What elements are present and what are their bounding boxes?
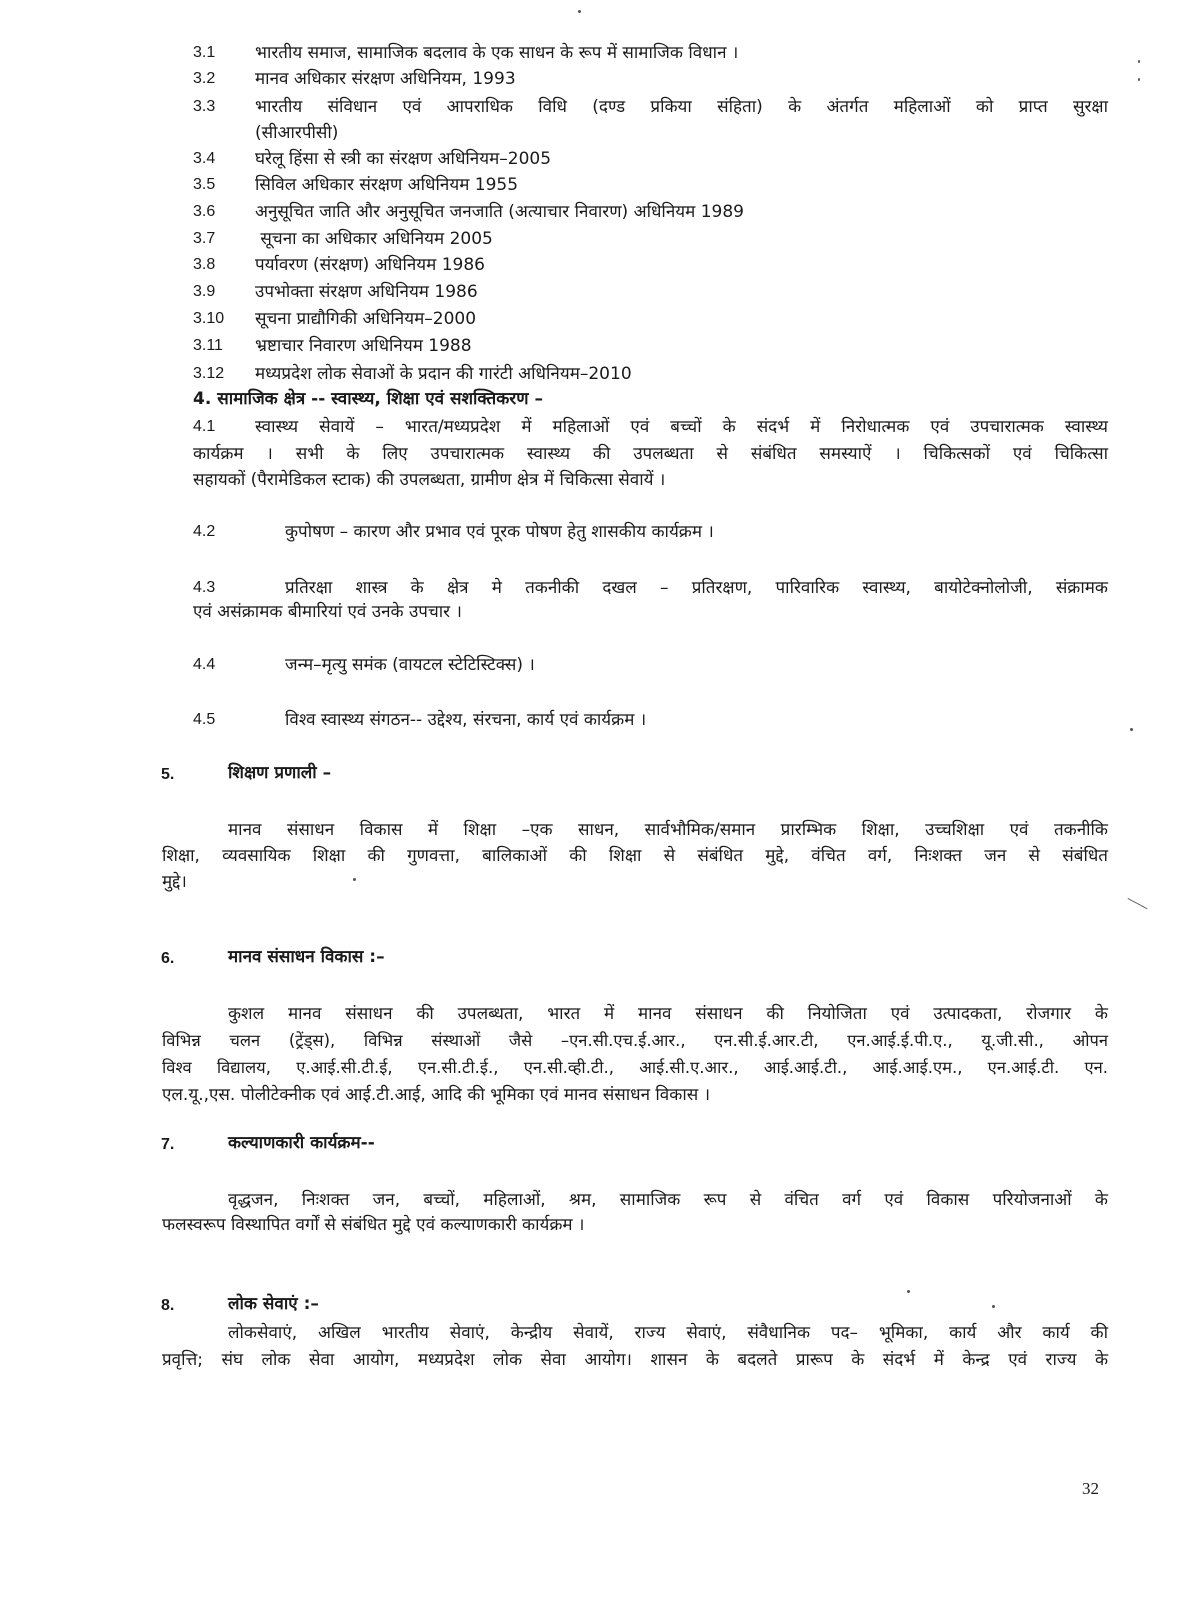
section-4-2-text: कुपोषण – कारण और प्रभाव एवं पूरक पोषण हेतु शासकीय कार्यक्रम । xyxy=(285,522,714,542)
scan-speck xyxy=(1138,78,1140,81)
item-number: 3.12 xyxy=(193,365,225,382)
scan-speck xyxy=(353,878,356,881)
section-8-title: लोक सेवाएं :– xyxy=(228,1294,319,1314)
scan-mark xyxy=(1128,898,1148,909)
item-number: 3.3 xyxy=(193,98,216,115)
section-8-line: लोकसेवाएं, अखिल भारतीय सेवाएं, केन्द्रीय सेवायें, राज्य सेवाएं, संवैधानिक पद– भूमिका, कार्य और कार्य की xyxy=(228,1323,1108,1343)
item-number: 3.11 xyxy=(193,337,223,354)
section-4-1-line: सहायकों (पैरामेडिकल स्टाक) की उपलब्धता, ग्रामीण क्षेत्र में चिकित्सा सेवायें । xyxy=(193,470,666,490)
section-4-heading: 4. सामाजिक क्षेत्र -- स्वास्थ्य, शिक्षा एवं सशक्तिकरण – xyxy=(193,389,543,409)
scan-speck xyxy=(1130,728,1133,731)
section-number: 6. xyxy=(161,950,175,967)
section-6-line: कुशल मानव संसाधन की उपलब्धता, भारत में मानव संसाधन की नियोजिता एवं उत्पादकता, रोजगार के xyxy=(228,1004,1108,1024)
section-4-4-text: जन्म–मृत्यु समंक (वायटल स्टेटिस्टिक्स) । xyxy=(285,655,535,675)
section-5-line: मुद्दे। xyxy=(162,872,187,892)
item-number: 3.4 xyxy=(193,150,216,167)
item-number: 4.5 xyxy=(193,711,216,728)
section-8-line: प्रवृत्ति; संघ लोक सेवा आयोग, मध्यप्रदेश लोक सेवा आयोग। शासन के बदलते प्रारूप के संदर्भ में केन्द्र एवं राज्य के xyxy=(162,1350,1109,1370)
list-item: घरेलू हिंसा से स्त्री का संरक्षण अधिनियम–2005 xyxy=(255,149,552,169)
item-number: 4.2 xyxy=(193,523,216,540)
scan-speck xyxy=(1138,60,1140,63)
list-item: मध्यप्रदेश लोक सेवाओं के प्रदान की गारंटी अधिनियम–2010 xyxy=(255,364,632,384)
scan-speck xyxy=(907,1290,910,1293)
section-number: 5. xyxy=(161,766,175,783)
item-number: 4.1 xyxy=(193,418,216,435)
section-4-3-line: प्रतिरक्षा शास्त्र के क्षेत्र मे तकनीकी दखल – प्रतिरक्षण, पारिवारिक स्वास्थ्य, बायोटेक्नोलोजी, संक्रामक xyxy=(285,578,1108,598)
section-6-line: विभिन्न चलन (ट्रेंड्स), विभिन्न संस्थाओं जैसे –एन.सी.एच.ई.आर., एन.सी.ई.आर.टी, एन.आई.ई.पी.ए., यू.जी.सी., ओपन xyxy=(162,1031,1108,1050)
section-7-line: वृद्धजन, निःशक्त जन, बच्चों, महिलाओं, श्रम, सामाजिक रूप से वंचित वर्ग एवं विकास परियोजनाओं के xyxy=(228,1190,1108,1210)
list-item: पर्यावरण (संरक्षण) अधिनियम 1986 xyxy=(255,255,485,275)
item-number: 3.5 xyxy=(193,176,216,193)
item-number: 3.2 xyxy=(193,70,216,87)
section-5-title: शिक्षण प्रणाली – xyxy=(228,763,332,783)
section-6-title: मानव संसाधन विकास :– xyxy=(228,947,385,967)
section-4-1-line: कार्यक्रम । सभी के लिए उपचारात्मक स्वास्थ्य की उपलब्धता से संबंधित समस्याऐं । चिकित्सकों एवं चिकित्सा xyxy=(193,444,1108,464)
item-number: 3.9 xyxy=(193,283,216,300)
list-item: अनुसूचित जाति और अनुसूचित जनजाति (अत्याचार निवारण) अधिनियम 1989 xyxy=(255,202,744,222)
page-number: 32 xyxy=(1082,1479,1099,1498)
list-item: भारतीय संविधान एवं आपराधिक विधि (दण्ड प्रकिया संहिता) के अंतर्गत महिलाओं को प्राप्त सुरक्षा xyxy=(255,97,1108,117)
list-item: सूचना का अधिकार अधिनियम 2005 xyxy=(255,229,493,249)
section-5-line: शिक्षा, व्यवसायिक शिक्षा की गुणवत्ता, बालिकाओं की शिक्षा से संबंधित मुद्दे, वंचित वर्ग, निःशक्त जन से संबंधित xyxy=(162,846,1108,866)
section-5-line: मानव संसाधन विकास में शिक्षा –एक साधन, सार्वभौमिक/समान प्रारम्भिक शिक्षा, उच्चशिक्षा एवं तकनीकि xyxy=(228,820,1108,840)
section-number: 8. xyxy=(161,1297,175,1314)
section-7-title: कल्याणकारी कार्यक्रम-- xyxy=(228,1133,375,1153)
scan-speck xyxy=(578,10,581,13)
section-4-1-line: स्वास्थ्य सेवायें – भारत/मध्यप्रदेश में महिलाओं एवं बच्चों के संदर्भ में निरोधात्मक एवं उपचारात्मक स्वास्थ्य xyxy=(255,417,1108,437)
item-number: 3.1 xyxy=(193,44,216,61)
list-item: भ्रष्टाचार निवारण अधिनियम 1988 xyxy=(255,336,472,356)
list-item: सिविल अधिकार संरक्षण अधिनियम 1955 xyxy=(255,175,519,195)
section-6-line: विश्व विद्यालय, ए.आई.सी.टी.ई, एन.सी.टी.ई., एन.सी.व्ही.टी., आई.सी.ए.आर., आई.आई.टी., आई.आई.एम., एन.आई.टी. एन. xyxy=(162,1058,1108,1077)
list-item: सूचना प्राद्यौगिकी अधिनियम–2000 xyxy=(255,309,477,329)
section-number: 7. xyxy=(161,1136,175,1153)
item-number: 3.10 xyxy=(193,310,225,327)
item-number: 4.4 xyxy=(193,656,216,673)
item-number: 3.7 xyxy=(193,230,216,247)
list-item: भारतीय समाज, सामाजिक बदलाव के एक साधन के रूप में सामाजिक विधान । xyxy=(255,43,739,63)
item-number: 3.8 xyxy=(193,256,216,273)
scan-speck xyxy=(992,1305,995,1308)
item-number: 3.6 xyxy=(193,203,216,220)
section-4-3-line: एवं असंक्रामक बीमारियां एवं उनके उपचार । xyxy=(193,602,462,622)
section-7-line: फलस्वरूप विस्थापित वर्गों से संबंधित मुद्दे एवं कल्याणकारी कार्यक्रम । xyxy=(162,1215,585,1235)
section-6-line: एल.यू.,एस. पोलीटेक्नीक एवं आई.टी.आई, आदि की भूमिका एवं मानव संसाधन विकास । xyxy=(162,1085,711,1105)
list-item: उपभोक्ता संरक्षण अधिनियम 1986 xyxy=(255,282,478,302)
item-number: 4.3 xyxy=(193,579,216,596)
section-4-5-text: विश्व स्वास्थ्य संगठन-- उद्देश्य, संरचना, कार्य एवं कार्यक्रम । xyxy=(285,710,647,730)
list-item-continuation: (सीआरपीसी) xyxy=(255,123,339,143)
list-item: मानव अधिकार संरक्षण अधिनियम, 1993 xyxy=(255,69,516,89)
